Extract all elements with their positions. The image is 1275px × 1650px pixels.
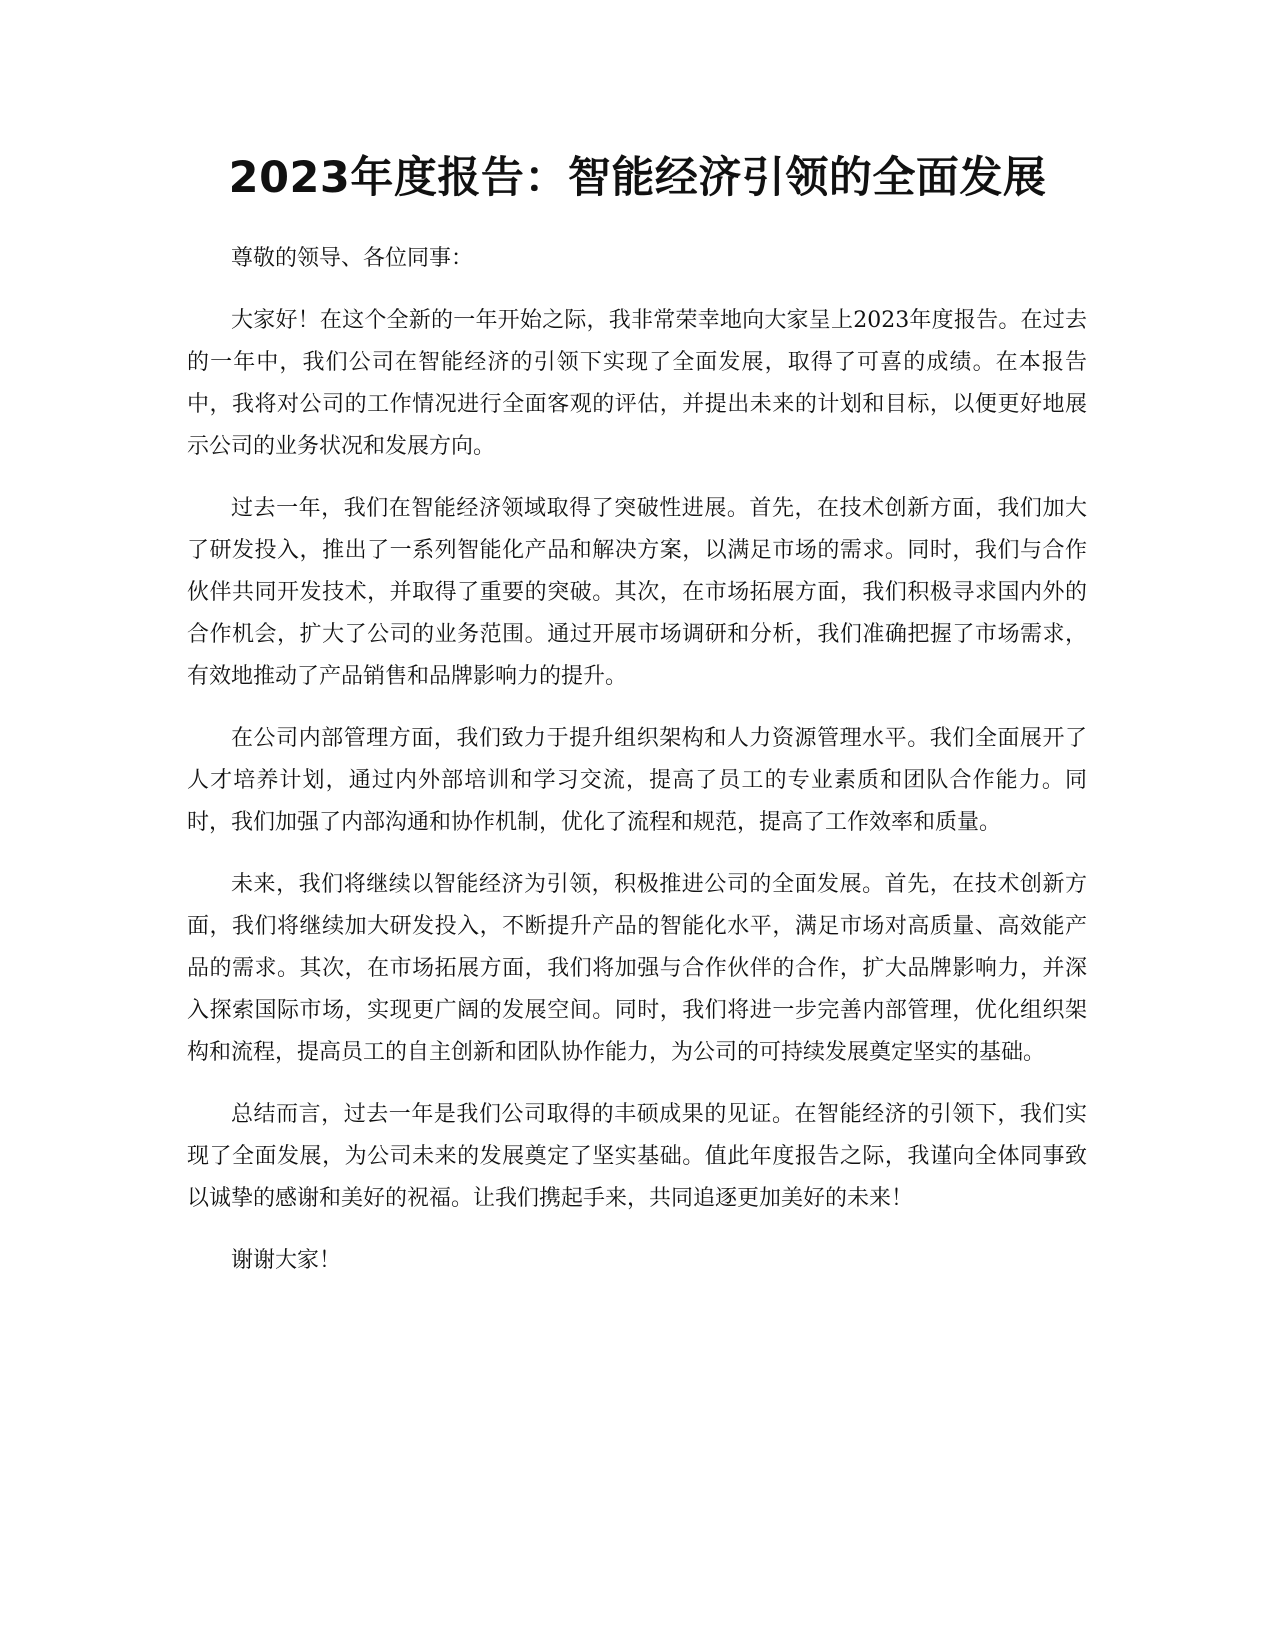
salutation: 尊敬的领导、各位同事： — [231, 246, 474, 271]
document-title: 2023年度报告：智能经济引领的全面发展 — [228, 153, 1047, 203]
paragraph-summary: 总结而言，过去一年是我们公司取得的丰硕成果的见证。在智能经济的引领下，我们实现了全面发展，为公司未来的发展奠定了坚实基础。值此年度报告之际，我谨向全体同事致以诚挚的感谢和美好的祝福。让我们携起手来，共同追逐更加美好的未来！ — [187, 1102, 1087, 1211]
paragraph-intro: 大家好！在这个全新的一年开始之际，我非常荣幸地向大家呈上2023年度报告。在过去的一年中，我们公司在智能经济的引领下实现了全面发展，取得了可喜的成绩。在本报告中，我将对公司的工作情况进行全面客观的评估，并提出未来的计划和目标，以便更好地展示公司的业务状况和发展方向。 — [187, 308, 1087, 459]
paragraph-internal-management: 在公司内部管理方面，我们致力于提升组织架构和人力资源管理水平。我们全面展开了人才培养计划，通过内外部培训和学习交流，提高了员工的专业素质和团队合作能力。同时，我们加强了内部沟通和协作机制，优化了流程和规范，提高了工作效率和质量。 — [187, 726, 1087, 835]
document-body — [187, 238, 1087, 1302]
paragraph-future-plans: 未来，我们将继续以智能经济为引领，积极推进公司的全面发展。首先，在技术创新方面，我们将继续加大研发投入，不断提升产品的智能化水平，满足市场对高质量、高效能产品的需求。其次，在市场拓展方面，我们将加强与合作伙伴的合作，扩大品牌影响力，并深入探索国际市场，实现更广阔的发展空间。同时，我们将进一步完善内部管理，优化组织架构和流程，提高员工的自主创新和团队协作能力，为公司的可持续发展奠定坚实的基础。 — [187, 872, 1087, 1065]
paragraph-achievements: 过去一年，我们在智能经济领域取得了突破性进展。首先，在技术创新方面，我们加大了研发投入，推出了一系列智能化产品和解决方案，以满足市场的需求。同时，我们与合作伙伴共同开发技术，并取得了重要的突破。其次，在市场拓展方面，我们积极寻求国内外的合作机会，扩大了公司的业务范围。通过开展市场调研和分析，我们准确把握了市场需求，有效地推动了产品销售和品牌影响力的提升。 — [187, 496, 1087, 689]
closing-thanks: 谢谢大家！ — [231, 1248, 342, 1273]
